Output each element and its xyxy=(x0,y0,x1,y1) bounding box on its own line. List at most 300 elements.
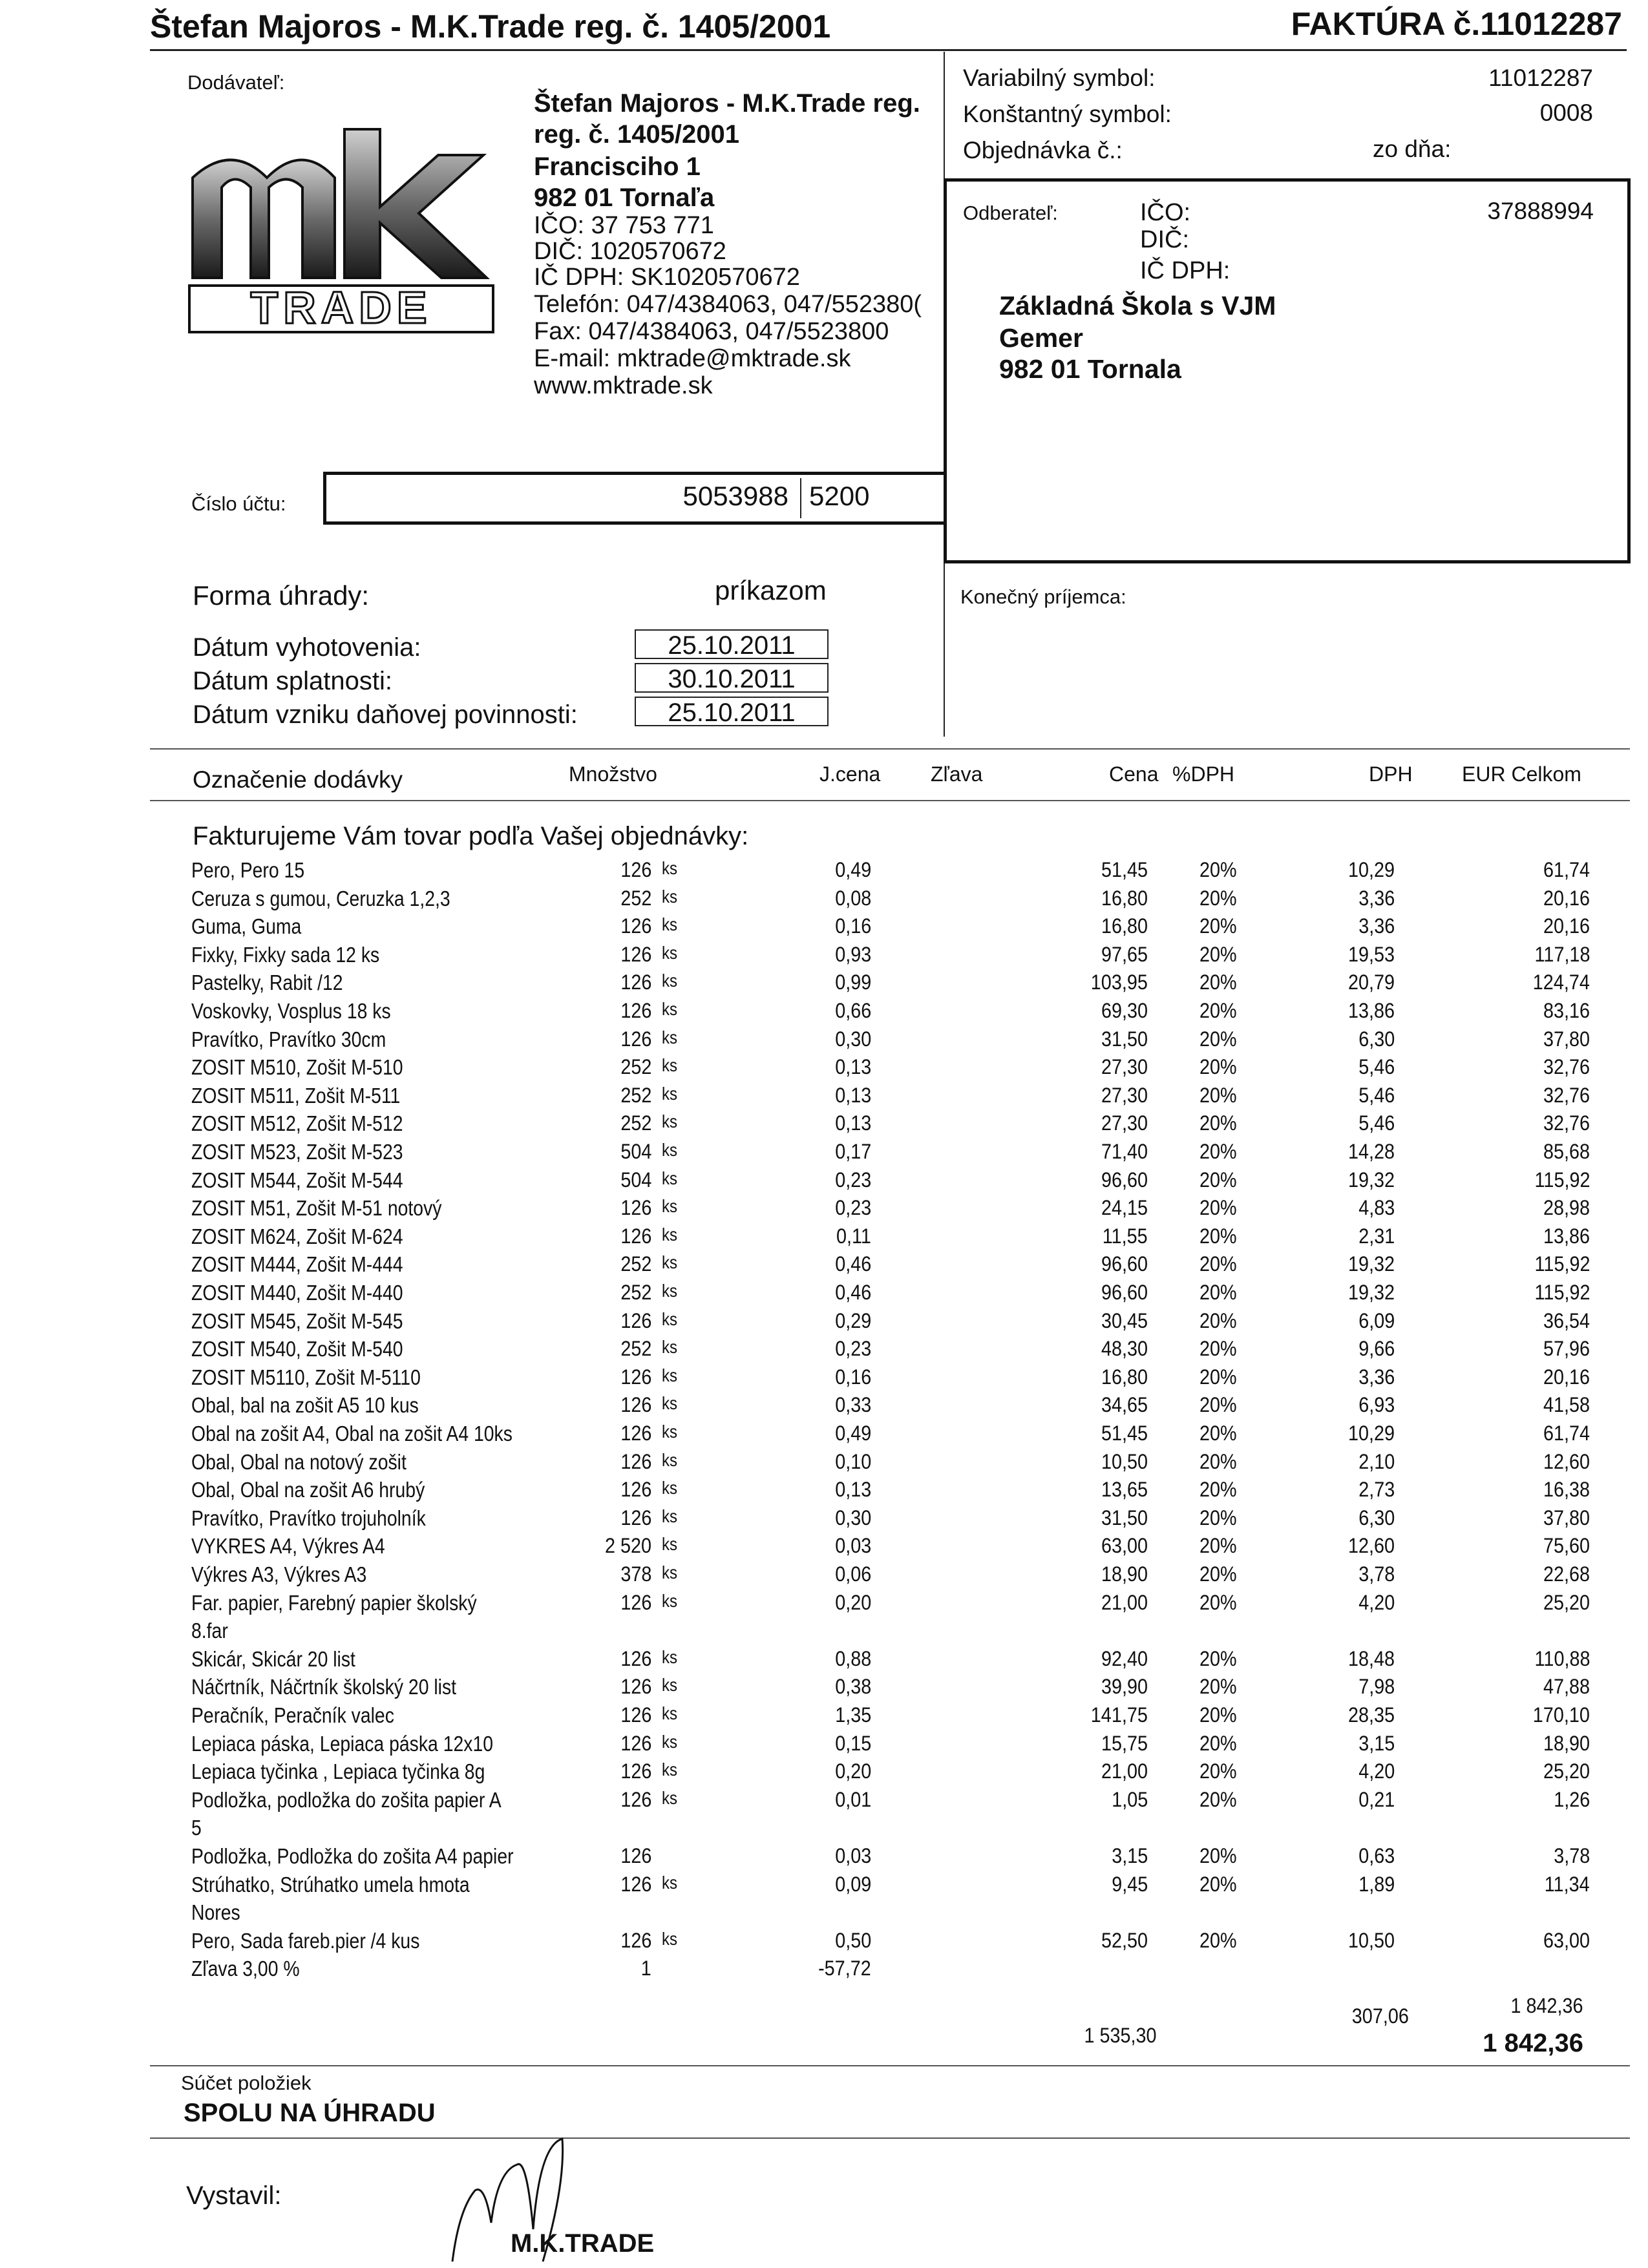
cell-name: ZOSIT M511, Zošit M-511 xyxy=(191,1083,401,1108)
cell-price-unit: 0,46 xyxy=(834,1252,871,1276)
cell-unit: ks xyxy=(662,886,678,907)
cell-vat: 5,46 xyxy=(1358,1055,1395,1079)
cell-vat: 10,29 xyxy=(1347,1422,1395,1445)
cell-price-unit: 0,01 xyxy=(834,1787,871,1811)
cell-qty: 126 xyxy=(620,1506,651,1529)
cell-unit: ks xyxy=(662,1027,678,1047)
cell-price: 15,75 xyxy=(1101,1731,1148,1755)
cell-qty: 252 xyxy=(620,1281,651,1304)
cell-price: 27,30 xyxy=(1101,1055,1148,1079)
cell-price-unit: 0,11 xyxy=(836,1224,871,1248)
cell-name: Strúhatko, Strúhatko umela hmota xyxy=(191,1872,470,1896)
cell-total: 20,16 xyxy=(1543,1365,1590,1389)
cell-name: Podložka, podložka do zošita papier A xyxy=(191,1787,502,1812)
signature-stamp xyxy=(414,2132,685,2268)
cell-total: 32,76 xyxy=(1543,1111,1590,1135)
cell-total: 20,16 xyxy=(1543,886,1590,910)
cell-vat-pct: 20% xyxy=(1199,942,1237,966)
cell-unit: ks xyxy=(662,914,678,935)
cell-name: Náčrtník, Náčrtník školský 20 list xyxy=(191,1675,457,1699)
sum-vat: 307,06 xyxy=(1351,2004,1409,2028)
cell-vat: 4,20 xyxy=(1358,1590,1395,1614)
cell-vat-pct: 20% xyxy=(1199,999,1237,1022)
cell-price: 24,15 xyxy=(1101,1196,1148,1220)
cell-price: 71,40 xyxy=(1101,1140,1148,1163)
cell-price-unit: 0,13 xyxy=(834,1478,871,1502)
issue-date-label: Dátum vyhotovenia: xyxy=(193,633,421,662)
cell-qty: 126 xyxy=(620,942,651,966)
cell-vat: 3,15 xyxy=(1358,1731,1395,1755)
cell-unit: ks xyxy=(662,1759,678,1780)
cell-qty: 126 xyxy=(620,1646,651,1670)
cell-price-unit: 0,17 xyxy=(834,1140,871,1163)
cell-qty: 126 xyxy=(620,1590,651,1614)
cell-qty: 378 xyxy=(620,1562,651,1586)
cell-total: 63,00 xyxy=(1543,1928,1590,1952)
cell-unit: ks xyxy=(662,1055,678,1076)
due-date-label: Dátum splatnosti: xyxy=(193,667,393,695)
supplier-ico: IČO: 37 753 771 xyxy=(534,212,714,239)
cell-qty: 252 xyxy=(620,1252,651,1276)
cell-price-unit: 0,16 xyxy=(834,914,871,938)
issue-date-value: 25.10.2011 xyxy=(668,631,796,660)
cell-unit: ks xyxy=(662,1534,678,1555)
supplier-label: Dodávateľ: xyxy=(187,71,285,94)
cell-name: Podložka, Podložka do zošita A4 papier xyxy=(191,1844,514,1868)
col-header-vat: DPH xyxy=(1369,762,1413,786)
cell-price: 21,00 xyxy=(1101,1759,1148,1783)
cell-qty: 126 xyxy=(620,1308,651,1332)
cell-price-unit: 0,38 xyxy=(834,1675,871,1699)
cell-name: Nores xyxy=(191,1900,240,1925)
cell-price: 21,00 xyxy=(1101,1590,1148,1614)
cell-price: 31,50 xyxy=(1101,1506,1148,1529)
cell-qty: 126 xyxy=(620,1196,651,1220)
cell-price: 39,90 xyxy=(1101,1675,1148,1699)
supplier-web: www.mktrade.sk xyxy=(534,372,713,399)
cell-name: ZOSIT M5110, Zošit M-5110 xyxy=(191,1365,421,1389)
cell-unit: ks xyxy=(662,1224,678,1244)
cell-vat: 28,35 xyxy=(1347,1703,1395,1727)
cell-price: 16,80 xyxy=(1101,1365,1148,1389)
cell-name: ZOSIT M51, Zošit M-51 notový xyxy=(191,1196,442,1221)
cell-name: Ceruza s gumou, Ceruzka 1,2,3 xyxy=(191,886,450,910)
cell-qty: 126 xyxy=(620,1393,651,1417)
customer-label: Odberateľ: xyxy=(963,202,1058,224)
cell-price-unit: 0,23 xyxy=(834,1337,871,1361)
cell-name: Lepiaca páska, Lepiaca páska 12x10 xyxy=(191,1731,494,1756)
customer-city: 982 01 Tornala xyxy=(999,354,1181,384)
cell-total: 75,60 xyxy=(1543,1534,1590,1558)
cell-qty: 2 520 xyxy=(604,1534,651,1558)
cell-vat: 19,32 xyxy=(1347,1252,1395,1276)
cell-total: 61,74 xyxy=(1543,858,1590,881)
cell-price: 9,45 xyxy=(1111,1872,1148,1896)
cell-price-unit: 0,30 xyxy=(834,1506,871,1529)
cell-unit: ks xyxy=(662,1365,678,1385)
to-pay-amount: 1 842,36 xyxy=(1483,2029,1583,2057)
cell-total: 47,88 xyxy=(1543,1675,1590,1699)
cell-total: 1,26 xyxy=(1553,1787,1590,1811)
col-header-vat-pct: %DPH xyxy=(1172,762,1235,786)
cell-price-unit: 0,10 xyxy=(834,1449,871,1473)
cell-qty: 126 xyxy=(620,1449,651,1473)
cell-total: 117,18 xyxy=(1534,942,1590,966)
cell-total: 124,74 xyxy=(1532,971,1590,994)
supplier-street: Francisciho 1 xyxy=(534,152,701,181)
cell-price: 69,30 xyxy=(1101,999,1148,1022)
cell-vat: 1,89 xyxy=(1358,1872,1395,1896)
cell-vat: 2,31 xyxy=(1358,1224,1395,1248)
cell-price: 16,80 xyxy=(1101,914,1148,938)
cell-total: 85,68 xyxy=(1543,1140,1590,1163)
cell-vat-pct: 20% xyxy=(1199,914,1237,938)
cell-vat: 19,32 xyxy=(1347,1168,1395,1192)
cell-price: 11,55 xyxy=(1103,1224,1148,1248)
cell-price: 30,45 xyxy=(1101,1308,1148,1332)
cell-unit: ks xyxy=(662,858,678,878)
cell-name: 5 xyxy=(191,1816,202,1840)
sum-price: 1 535,30 xyxy=(1084,2024,1157,2047)
cell-price: 96,60 xyxy=(1101,1168,1148,1192)
cell-price-unit: 0,20 xyxy=(834,1759,871,1783)
cell-unit: ks xyxy=(662,1562,678,1582)
customer-ico-value: 37888994 xyxy=(1487,198,1594,224)
cell-total: 115,92 xyxy=(1534,1252,1590,1276)
cell-total: 12,60 xyxy=(1543,1449,1590,1473)
cell-name: Lepiaca tyčinka , Lepiaca tyčinka 8g xyxy=(191,1759,485,1784)
cell-vat-pct: 20% xyxy=(1199,1844,1237,1867)
cell-total: 16,38 xyxy=(1543,1478,1590,1502)
cell-vat-pct: 20% xyxy=(1199,1140,1237,1163)
customer-ico-label: IČO: xyxy=(1140,199,1191,226)
customer-dic-label: DIČ: xyxy=(1140,226,1189,253)
cell-unit: ks xyxy=(662,1675,678,1696)
cell-unit: ks xyxy=(662,1449,678,1470)
cell-vat: 2,10 xyxy=(1358,1449,1395,1473)
cell-name: Peračník, Peračník valec xyxy=(191,1703,394,1727)
cell-price: 48,30 xyxy=(1101,1337,1148,1361)
cell-name: ZOSIT M444, Zošit M-444 xyxy=(191,1252,403,1277)
cell-vat: 4,20 xyxy=(1358,1759,1395,1783)
supplier-name-2: reg. č. 1405/2001 xyxy=(534,120,740,149)
cell-price: 34,65 xyxy=(1101,1393,1148,1417)
cell-qty: 126 xyxy=(620,1224,651,1248)
sum-total: 1 842,36 xyxy=(1510,1994,1583,2017)
cell-total: 11,34 xyxy=(1545,1872,1590,1896)
cell-unit: ks xyxy=(662,1111,678,1132)
cell-price-unit: 0,13 xyxy=(834,1055,871,1079)
cell-unit: ks xyxy=(662,1281,678,1301)
cell-price: 3,15 xyxy=(1111,1844,1148,1867)
cell-vat-pct: 20% xyxy=(1199,1308,1237,1332)
cell-price-unit: 0,20 xyxy=(834,1590,871,1614)
cell-price: 27,30 xyxy=(1101,1083,1148,1107)
cell-vat-pct: 20% xyxy=(1199,858,1237,881)
cell-total: 57,96 xyxy=(1543,1337,1590,1361)
col-header-discount: Zľava xyxy=(931,762,983,786)
cell-total: 32,76 xyxy=(1543,1055,1590,1079)
cell-vat-pct: 20% xyxy=(1199,1224,1237,1248)
cell-price-unit: 0,08 xyxy=(834,886,871,910)
cell-total: 3,78 xyxy=(1553,1844,1590,1867)
cell-vat: 5,46 xyxy=(1358,1111,1395,1135)
cell-total: 83,16 xyxy=(1543,999,1590,1022)
cell-unit: ks xyxy=(662,999,678,1019)
supplier-title: Štefan Majoros - M.K.Trade reg. č. 1405/2001 xyxy=(150,8,831,45)
cell-qty: 126 xyxy=(620,1703,651,1727)
cell-unit: ks xyxy=(662,1252,678,1273)
cell-name: ZOSIT M510, Zošit M-510 xyxy=(191,1055,403,1080)
cell-unit: ks xyxy=(662,1787,678,1808)
cell-price-unit: 0,23 xyxy=(834,1168,871,1192)
cell-unit: ks xyxy=(662,1590,678,1611)
cell-price: 16,80 xyxy=(1101,886,1148,910)
cell-price-unit: 1,35 xyxy=(834,1703,871,1727)
cell-total: 115,92 xyxy=(1534,1281,1590,1304)
cell-price: 1,05 xyxy=(1111,1787,1148,1811)
cell-vat: 0,21 xyxy=(1358,1787,1395,1811)
cell-unit: ks xyxy=(662,1422,678,1442)
cell-total: 25,20 xyxy=(1543,1759,1590,1783)
cell-price-unit: 0,49 xyxy=(834,858,871,881)
account-label: Číslo účtu: xyxy=(191,492,286,515)
cell-price-unit: 0,06 xyxy=(834,1562,871,1586)
cell-price: 96,60 xyxy=(1101,1252,1148,1276)
cell-unit: ks xyxy=(662,1928,678,1949)
cell-total: 25,20 xyxy=(1543,1590,1590,1614)
cell-qty: 126 xyxy=(620,1759,651,1783)
cell-vat-pct: 20% xyxy=(1199,1281,1237,1304)
cell-unit: ks xyxy=(662,1703,678,1723)
cell-name: Skicár, Skicár 20 list xyxy=(191,1646,355,1671)
col-header-item: Označenie dodávky xyxy=(193,766,403,793)
cell-price: 13,65 xyxy=(1101,1478,1148,1502)
table-intro: Fakturujeme Vám tovar podľa Vašej objednávky: xyxy=(193,822,749,850)
cell-unit: ks xyxy=(662,1506,678,1526)
cell-unit: ks xyxy=(662,1196,678,1217)
cell-price: 141,75 xyxy=(1090,1703,1148,1727)
cell-name: ZOSIT M545, Zošit M-545 xyxy=(191,1308,403,1333)
cell-vat: 3,36 xyxy=(1358,886,1395,910)
cell-unit: ks xyxy=(662,1872,678,1893)
cell-price: 10,50 xyxy=(1101,1449,1148,1473)
cell-vat: 3,78 xyxy=(1358,1562,1395,1586)
stamp-text: M.K.TRADE xyxy=(511,2229,655,2258)
cell-unit: ks xyxy=(662,1168,678,1188)
col-header-price: Cena xyxy=(1109,762,1159,786)
order-date-label: zo dňa: xyxy=(1373,136,1452,162)
cell-vat-pct: 20% xyxy=(1199,1787,1237,1811)
cell-vat-pct: 20% xyxy=(1199,1337,1237,1361)
cell-qty: 126 xyxy=(620,1872,651,1896)
cell-vat-pct: 20% xyxy=(1199,1168,1237,1192)
cell-vat: 14,28 xyxy=(1347,1140,1395,1163)
cell-unit: ks xyxy=(662,1646,678,1667)
cell-vat: 4,83 xyxy=(1358,1196,1395,1220)
cell-unit: ks xyxy=(662,1478,678,1498)
cell-total: 18,90 xyxy=(1543,1731,1590,1755)
cell-price: 63,00 xyxy=(1101,1534,1148,1558)
cell-qty: 126 xyxy=(620,1928,651,1952)
cell-vat: 6,30 xyxy=(1358,1506,1395,1529)
cell-vat: 2,73 xyxy=(1358,1478,1395,1502)
cell-qty: 126 xyxy=(620,1787,651,1811)
cell-price: 18,90 xyxy=(1101,1562,1148,1586)
cell-qty: 126 xyxy=(620,1027,651,1051)
cell-vat-pct: 20% xyxy=(1199,1393,1237,1417)
cell-total: 22,68 xyxy=(1543,1562,1590,1586)
invoice-title: FAKTÚRA č.11012287 xyxy=(1291,6,1622,42)
cell-unit: ks xyxy=(662,942,678,963)
cell-vat-pct: 20% xyxy=(1199,1449,1237,1473)
cell-vat-pct: 20% xyxy=(1199,1646,1237,1670)
supplier-phone: Telefón: 047/4384063, 047/552380( xyxy=(534,291,922,318)
cell-unit: ks xyxy=(662,1337,678,1358)
payment-form-label: Forma úhrady: xyxy=(193,580,370,611)
cell-vat-pct: 20% xyxy=(1199,1365,1237,1389)
cell-total: 20,16 xyxy=(1543,914,1590,938)
cell-qty: 126 xyxy=(620,1365,651,1389)
supplier-icdph: IČ DPH: SK1020570672 xyxy=(534,264,800,291)
cell-vat-pct: 20% xyxy=(1199,1196,1237,1220)
cell-price-unit: 0,03 xyxy=(834,1844,871,1867)
cell-price-unit: 0,93 xyxy=(834,942,871,966)
customer-icdph-label: IČ DPH: xyxy=(1140,257,1231,284)
cell-total: 170,10 xyxy=(1532,1703,1590,1727)
cell-price-unit: -57,72 xyxy=(818,1957,871,1980)
cell-name: ZOSIT M440, Zošit M-440 xyxy=(191,1281,403,1305)
cell-vat: 6,30 xyxy=(1358,1027,1395,1051)
cell-name: Pastelky, Rabit /12 xyxy=(191,971,343,995)
cell-price-unit: 0,23 xyxy=(834,1196,871,1220)
supplier-fax: Fax: 047/4384063, 047/5523800 xyxy=(534,318,889,345)
cell-vat: 3,36 xyxy=(1358,914,1395,938)
constant-symbol-label: Konštantný symbol: xyxy=(963,101,1172,127)
cell-vat: 9,66 xyxy=(1358,1337,1395,1361)
cell-price-unit: 0,33 xyxy=(834,1393,871,1417)
cell-unit: ks xyxy=(662,1393,678,1414)
cell-price-unit: 0,49 xyxy=(834,1422,871,1445)
cell-vat: 20,79 xyxy=(1347,971,1395,994)
cell-name: ZOSIT M544, Zošit M-544 xyxy=(191,1168,403,1192)
cell-price: 97,65 xyxy=(1101,942,1148,966)
cell-total: 37,80 xyxy=(1543,1027,1590,1051)
items-sum-label: Súčet položiek xyxy=(181,2072,312,2094)
cell-price-unit: 0,09 xyxy=(834,1872,871,1896)
cell-vat: 0,63 xyxy=(1358,1844,1395,1867)
cell-unit: ks xyxy=(662,1083,678,1104)
cell-name: VYKRES A4, Výkres A4 xyxy=(191,1534,385,1559)
supplier-email: E-mail: mktrade@mktrade.sk xyxy=(534,345,851,372)
cell-qty: 126 xyxy=(620,971,651,994)
cell-qty: 252 xyxy=(620,1083,651,1107)
cell-qty: 126 xyxy=(620,1478,651,1502)
cell-vat-pct: 20% xyxy=(1199,1055,1237,1079)
cell-price-unit: 0,13 xyxy=(834,1083,871,1107)
cell-price: 51,45 xyxy=(1101,858,1148,881)
cell-qty: 126 xyxy=(620,1844,651,1867)
cell-total: 28,98 xyxy=(1543,1196,1590,1220)
cell-vat-pct: 20% xyxy=(1199,1703,1237,1727)
cell-vat-pct: 20% xyxy=(1199,1506,1237,1529)
cell-price: 52,50 xyxy=(1101,1928,1148,1952)
cell-price: 27,30 xyxy=(1101,1111,1148,1135)
cell-total: 110,88 xyxy=(1534,1646,1590,1670)
customer-name2: Gemer xyxy=(999,323,1083,353)
cell-qty: 504 xyxy=(620,1168,651,1192)
col-header-qty: Množstvo xyxy=(569,762,657,786)
cell-price-unit: 0,30 xyxy=(834,1027,871,1051)
cell-qty: 252 xyxy=(620,1337,651,1361)
cell-vat-pct: 20% xyxy=(1199,1675,1237,1699)
issued-by-label: Vystavil: xyxy=(186,2181,282,2210)
constant-symbol-value: 0008 xyxy=(1539,100,1593,126)
cell-total: 36,54 xyxy=(1543,1308,1590,1332)
supplier-dic: DIČ: 1020570672 xyxy=(534,238,726,265)
to-pay-label: SPOLU NA ÚHRADU xyxy=(184,2099,436,2127)
account-bank-code: 5200 xyxy=(809,481,870,511)
cell-price-unit: 0,13 xyxy=(834,1111,871,1135)
cell-name: Výkres A3, Výkres A3 xyxy=(191,1562,367,1586)
cell-vat-pct: 20% xyxy=(1199,1731,1237,1755)
cell-name: Pero, Pero 15 xyxy=(191,858,305,882)
cell-name: ZOSIT M624, Zošit M-624 xyxy=(191,1224,403,1248)
col-header-unit-price: J.cena xyxy=(819,762,881,786)
final-recipient-label: Konečný príjemca: xyxy=(960,585,1126,608)
cell-name: Pero, Sada fareb.pier /4 kus xyxy=(191,1928,420,1953)
cell-qty: 126 xyxy=(620,858,651,881)
cell-vat-pct: 20% xyxy=(1199,1562,1237,1586)
cell-vat-pct: 20% xyxy=(1199,886,1237,910)
cell-price: 31,50 xyxy=(1101,1027,1148,1051)
cell-unit: ks xyxy=(662,1308,678,1329)
cell-price: 51,45 xyxy=(1101,1422,1148,1445)
cell-vat: 18,48 xyxy=(1347,1646,1395,1670)
cell-qty: 252 xyxy=(620,1111,651,1135)
cell-vat-pct: 20% xyxy=(1199,1252,1237,1276)
cell-vat: 10,50 xyxy=(1347,1928,1395,1952)
cell-name: 8.far xyxy=(191,1619,228,1643)
cell-qty: 504 xyxy=(620,1140,651,1163)
cell-price-unit: 0,46 xyxy=(834,1281,871,1304)
cell-qty: 126 xyxy=(620,1675,651,1699)
cell-unit: ks xyxy=(662,1140,678,1160)
logo-text-bottom: TRADE xyxy=(250,282,432,333)
tax-date-label: Dátum vzniku daňovej povinnosti: xyxy=(193,700,578,729)
cell-price: 96,60 xyxy=(1101,1281,1148,1304)
cell-vat-pct: 20% xyxy=(1199,1111,1237,1135)
supplier-name-1: Štefan Majoros - M.K.Trade reg. xyxy=(534,89,920,118)
cell-qty: 126 xyxy=(620,1731,651,1755)
cell-vat-pct: 20% xyxy=(1199,1534,1237,1558)
cell-name: Obal, bal na zošit A5 10 kus xyxy=(191,1393,419,1418)
cell-vat-pct: 20% xyxy=(1199,1478,1237,1502)
cell-qty: 126 xyxy=(620,914,651,938)
cell-qty: 126 xyxy=(620,999,651,1022)
cell-name: Pravítko, Pravítko 30cm xyxy=(191,1027,386,1051)
cell-total: 32,76 xyxy=(1543,1083,1590,1107)
cell-total: 13,86 xyxy=(1543,1224,1590,1248)
cell-vat: 6,09 xyxy=(1358,1308,1395,1332)
customer-name: Základná Škola s VJM xyxy=(999,291,1276,320)
cell-price-unit: 0,29 xyxy=(834,1308,871,1332)
cell-total: 41,58 xyxy=(1543,1393,1590,1417)
cell-unit: ks xyxy=(662,1731,678,1752)
cell-qty: 126 xyxy=(620,1422,651,1445)
cell-price-unit: 0,16 xyxy=(834,1365,871,1389)
col-header-total: EUR Celkom xyxy=(1462,762,1581,786)
